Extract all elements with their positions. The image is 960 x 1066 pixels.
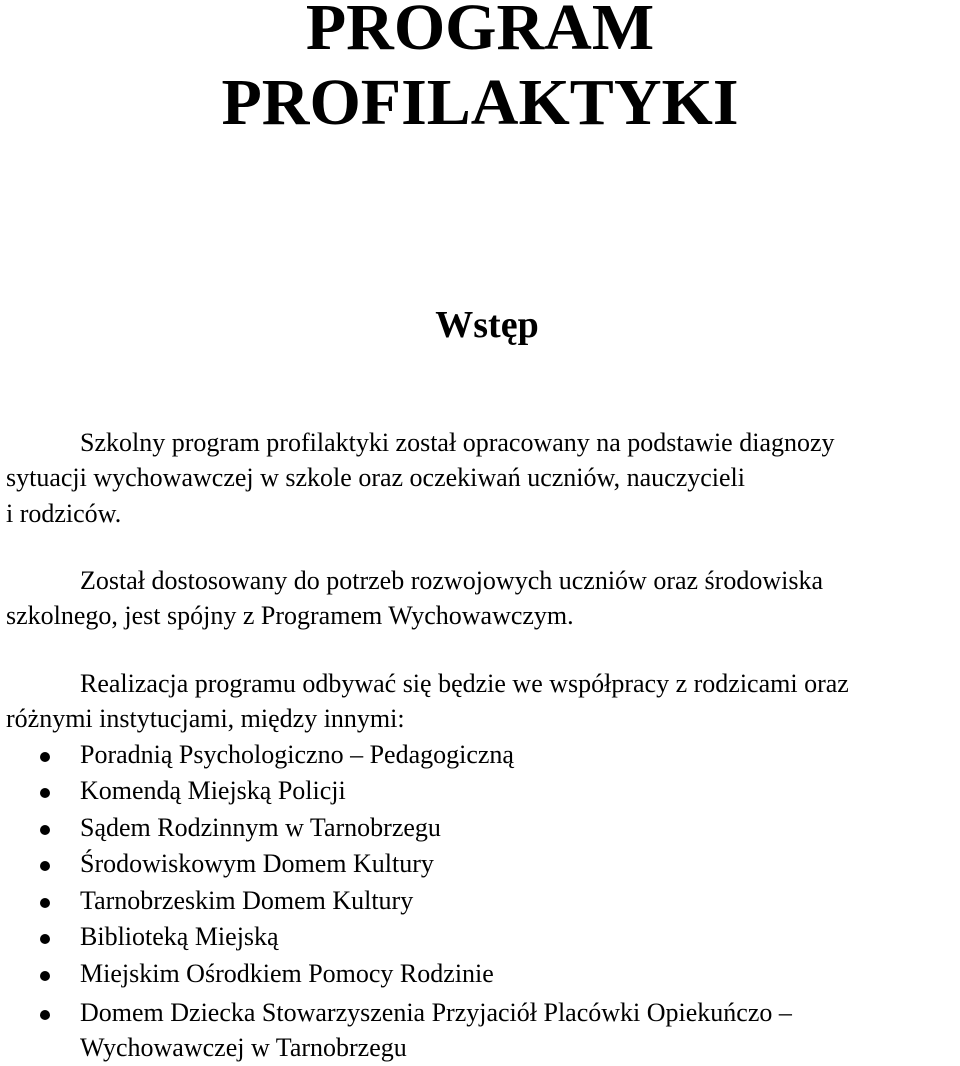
- paragraph-1-line-1: Szkolny program profilaktyki został opracowany na podstawie diagnozy: [80, 428, 835, 457]
- bullet-icon: [40, 898, 50, 908]
- paragraph-2-line-2: szkolnego, jest spójny z Programem Wychowawczym.: [6, 601, 574, 630]
- bullet-icon: [40, 825, 50, 835]
- list-item-text: Biblioteką Miejską: [80, 922, 279, 951]
- bullet-icon: [40, 971, 50, 981]
- list-item-continuation-text: Wychowawczej w Tarnobrzegu: [80, 1033, 407, 1062]
- bullet-icon: [40, 934, 50, 944]
- paragraph-1-line-2: sytuacji wychowawczej w szkole oraz oczekiwań uczniów, nauczycieli: [6, 463, 745, 492]
- list-item-text: Domem Dziecka Stowarzyszenia Przyjaciół Placówki Opiekuńczo –: [80, 998, 792, 1027]
- bullet-icon: [40, 752, 50, 762]
- bullet-icon: [40, 861, 50, 871]
- paragraph-1-line-3: i rodziców.: [6, 499, 122, 528]
- paragraph-3-line-1: Realizacja programu odbywać się będzie we współpracy z rodzicami oraz: [80, 669, 849, 698]
- section-heading: Wstęp: [435, 304, 539, 346]
- paragraph-2-line-1: Został dostosowany do potrzeb rozwojowych uczniów oraz środowiska: [80, 566, 823, 595]
- bullet-icon: [40, 788, 50, 798]
- paragraph-3-line-2: różnymi instytucjami, między innymi:: [6, 704, 405, 733]
- list-item-text: Miejskim Ośrodkiem Pomocy Rodzinie: [80, 959, 494, 988]
- list-item-text: Środowiskowym Domem Kultury: [80, 849, 434, 878]
- document-title-line-2: PROFILAKTYKI: [221, 66, 739, 139]
- list-item-text: Sądem Rodzinnym w Tarnobrzegu: [80, 813, 441, 842]
- list-item-text: Tarnobrzeskim Domem Kultury: [80, 886, 414, 915]
- list-item-text: Poradnią Psychologiczno – Pedagogiczną: [80, 740, 514, 769]
- bullet-icon: [40, 1010, 50, 1020]
- list-item-text: Komendą Miejską Policji: [80, 776, 346, 805]
- document-title-line-1: PROGRAM: [305, 0, 655, 64]
